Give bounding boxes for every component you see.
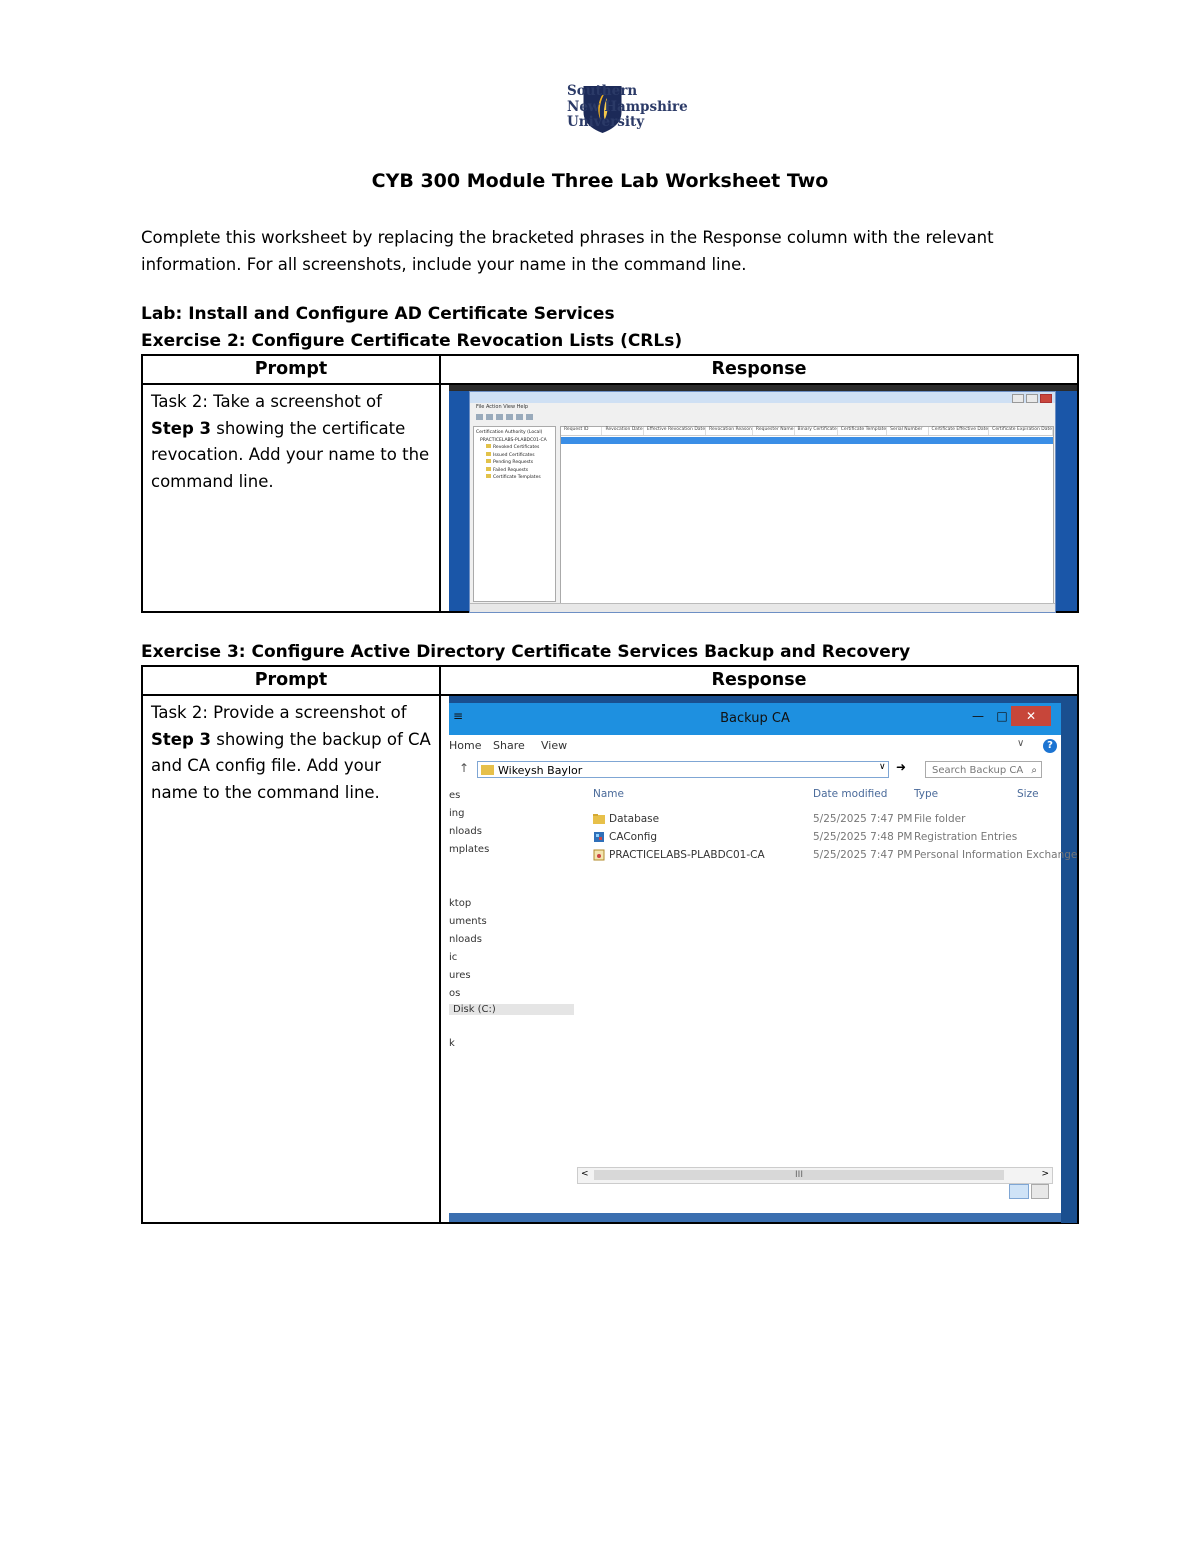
ca-console-screenshot	[449, 385, 1077, 611]
task-prompt: Task 2: Take a screenshot of Step 3 showing the certificate revocation. Add your name to the command line.	[151, 392, 430, 491]
file-row: CAConfig 5/25/2025 7:48 PM Registration Entries	[449, 829, 1061, 846]
column-size: Size	[1017, 788, 1039, 800]
revoked-certificates-list	[560, 426, 1054, 604]
lab-heading: Lab: Install and Configure AD Certificate Services	[141, 304, 615, 324]
file-list-header	[449, 784, 1061, 806]
background-window-edge	[1061, 703, 1077, 1223]
prompt-header: Prompt	[142, 355, 440, 384]
column-date: Date modified	[813, 788, 888, 800]
exercise3-table	[141, 665, 1079, 1224]
exercise2-table	[141, 354, 1079, 613]
menu-bar: File Action View Help	[476, 404, 529, 410]
tab-view: View	[541, 739, 568, 752]
nav-item: ures	[449, 970, 471, 981]
response-cell	[440, 695, 1078, 1223]
file-row: Database 5/25/2025 7:47 PM File folder	[449, 811, 1061, 828]
tab-share: Share	[493, 739, 525, 752]
nav-item: nloads	[449, 826, 482, 837]
close-icon: ✕	[1011, 706, 1051, 726]
search-icon: ⌕	[1031, 765, 1037, 776]
prompt-header: Prompt	[142, 666, 440, 695]
exercise2-heading: Exercise 2: Configure Certificate Revocation Lists (CRLs)	[141, 331, 683, 351]
address-input: Wikeysh Baylor	[477, 761, 889, 778]
nav-item: ic	[449, 952, 458, 963]
nav-item-local-disk: Disk (C:)	[449, 1004, 574, 1015]
prompt-cell	[142, 695, 440, 1223]
folder-icon	[593, 813, 605, 825]
nav-item: ing	[449, 808, 465, 819]
selected-row	[561, 437, 1053, 444]
nav-item: nloads	[449, 934, 482, 945]
registry-file-icon	[593, 831, 605, 843]
maximize-icon: □	[996, 709, 1008, 723]
help-icon: ?	[1043, 739, 1057, 753]
scroll-thumb: III	[594, 1170, 1004, 1180]
response-cell	[440, 384, 1078, 612]
certificate-file-icon	[593, 849, 605, 861]
response-header: Response	[440, 666, 1078, 695]
toolbar	[470, 412, 1055, 422]
task-prompt: Task 2: Provide a screenshot of Step 3 showing the backup of CA and CA config file. Add your name to the command line.	[151, 703, 431, 802]
certsrv-window	[469, 391, 1056, 613]
scroll-right-icon: >	[1041, 1169, 1049, 1179]
university-name: Southern New Hampshire University	[567, 83, 688, 130]
quick-access-icon: ≡	[453, 709, 464, 723]
explorer-titlebar: ≡ Backup CA — □ ✕	[449, 703, 1061, 735]
command-prompt-strip	[449, 696, 1077, 703]
ribbon-tabs	[449, 735, 1061, 757]
instructions: Complete this worksheet by replacing the bracketed phrases in the Response column with the relevant information. For all screenshots, include your name in the command line.	[141, 228, 994, 274]
taskbar	[449, 1213, 1061, 1222]
folder-icon	[481, 765, 494, 775]
file-row: PRACTICELABS-PLABDC01-CA 5/25/2025 7:47 PM Personal Information Exchange	[449, 847, 1061, 864]
console-tree: Certification Authority (Local) PRACTICELABS-PLABDC01-CA Revoked Certificates Issued Certificates Pending Requests Failed Requests Certificate Templates	[473, 426, 556, 602]
nav-item: os	[449, 988, 461, 999]
prompt-cell	[142, 384, 440, 612]
chevron-down-icon: ∨	[1017, 738, 1025, 749]
minimize-icon: —	[972, 709, 984, 723]
status-bar	[470, 603, 1055, 612]
page-title: CYB 300 Module Three Lab Worksheet Two	[371, 170, 829, 192]
view-toggle	[1009, 1184, 1051, 1198]
tab-home: Home	[449, 739, 482, 752]
refresh-icon: ➜	[896, 760, 907, 774]
nav-item: uments	[449, 916, 487, 927]
window-controls	[1012, 394, 1052, 403]
search-input: Search Backup CA ⌕	[925, 761, 1042, 778]
list-columns: Request ID Revocation Date Effective Revocation Date Revocation Reason Requester Name Binary Certificate Certificate Template Serial Number Certificate Effective Date Certificate Expiration Date	[561, 427, 1053, 436]
exercise3-heading: Exercise 3: Configure Active Directory Certificate Services Backup and Recovery	[141, 642, 911, 662]
up-arrow-icon: ↑	[459, 761, 470, 775]
nav-item: ktop	[449, 898, 472, 909]
response-header: Response	[440, 355, 1078, 384]
scroll-left-icon: <	[581, 1169, 589, 1179]
window-titlebar	[470, 392, 1055, 403]
nav-item: mplates	[449, 844, 490, 855]
column-name: Name	[593, 788, 624, 800]
horizontal-scrollbar	[577, 1167, 1053, 1184]
backup-ca-screenshot	[449, 696, 1077, 1222]
address-bar	[449, 757, 1061, 783]
nav-item: es	[449, 790, 461, 801]
dropdown-icon: ∨	[879, 762, 886, 772]
column-type: Type	[914, 788, 939, 800]
nav-item: k	[449, 1038, 455, 1049]
